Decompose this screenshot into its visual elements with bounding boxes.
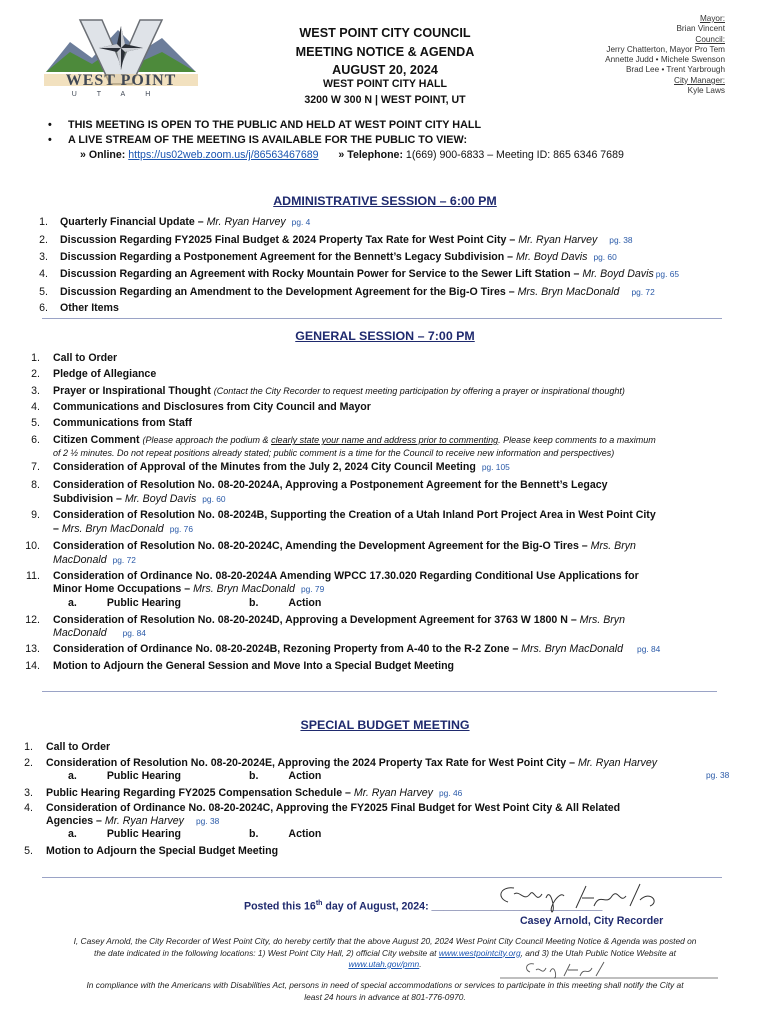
item-text: Consideration of Resolution No. 08-20-2024C, Amending the Development Agreement for the Big-O Tires – bbox=[53, 540, 591, 552]
list-item-continued bbox=[53, 554, 136, 568]
page-ref[interactable]: pg. 65 bbox=[655, 269, 680, 279]
item-text: Minor Home Occupations – bbox=[53, 583, 194, 595]
item-number: 13. bbox=[25, 643, 40, 655]
presenter: Mr. Ryan Harvey bbox=[104, 815, 184, 827]
general-session-heading bbox=[0, 329, 770, 343]
presenter: Mr. Boyd Davis bbox=[582, 268, 654, 280]
item-number: 8. bbox=[31, 479, 40, 491]
item-number: 1. bbox=[39, 216, 48, 228]
cert-text: the date indicated in the following locations: 1) West Point City Hall, 2) official City website at bbox=[94, 947, 439, 958]
sub-item-b bbox=[249, 828, 321, 840]
sub-letter: b. bbox=[249, 828, 259, 840]
item-text: Motion to Adjourn the Special Budget Meeting bbox=[46, 845, 279, 857]
page-ref[interactable]: pg. 79 bbox=[300, 584, 325, 594]
page-ref[interactable]: pg. 76 bbox=[169, 524, 193, 534]
item-number: 2. bbox=[24, 757, 33, 769]
presenter: Mr. Boyd Davis bbox=[516, 251, 588, 263]
list-item-continued bbox=[53, 523, 193, 537]
item-text: Consideration of Approval of the Minutes from the July 2, 2024 City Council Meeting bbox=[53, 461, 476, 473]
section-divider bbox=[42, 318, 722, 319]
presenter: Mr. Ryan Harvey bbox=[206, 216, 286, 228]
item-text: Public Hearing Regarding FY2025 Compensation Schedule – bbox=[46, 787, 354, 799]
recorder-name: Casey Arnold, City Recorder bbox=[520, 915, 664, 927]
sub-item-a bbox=[68, 597, 181, 609]
presenter: Mrs. Bryn MacDonald bbox=[517, 286, 620, 298]
item-text: Citizen Comment bbox=[53, 434, 143, 446]
presenter: Mrs. Bryn MacDonald bbox=[521, 643, 624, 655]
item-body bbox=[60, 286, 655, 300]
presenter: Mr. Ryan Harvey bbox=[518, 234, 598, 246]
item-number: 5. bbox=[31, 417, 40, 429]
item-text: Call to Order bbox=[53, 352, 118, 364]
item-text: Discussion Regarding a Postponement Agreement for the Bennett’s Legacy Subdivision – bbox=[60, 251, 517, 263]
sub-letter: b. bbox=[249, 597, 259, 609]
sub-item-a bbox=[68, 828, 181, 840]
item-text: Consideration of Resolution No. 08-20-2024E, Approving the 2024 Property Tax Rate for West Point City – bbox=[46, 757, 578, 769]
item-text: Prayer or Inspirational Thought bbox=[53, 385, 214, 397]
item-text: Consideration of Ordinance No. 08-20-2024B, Rezoning Property from A-40 to the R-2 Zone – bbox=[53, 643, 522, 655]
item-number: 7. bbox=[31, 461, 40, 473]
sub-item-a bbox=[68, 770, 181, 782]
list-item-continued bbox=[53, 583, 324, 597]
sub-item-b bbox=[249, 770, 321, 782]
item-number: 3. bbox=[31, 385, 40, 397]
page-ref[interactable]: pg. 60 bbox=[593, 252, 617, 262]
item-body bbox=[60, 234, 633, 248]
manager-name: Kyle Laws bbox=[687, 86, 725, 96]
item-text: Discussion Regarding an Amendment to the Development Agreement for the Big-O Tires – bbox=[60, 286, 518, 298]
page-ref[interactable]: pg. 38 bbox=[195, 816, 220, 826]
item-number: 3. bbox=[39, 251, 48, 263]
admin-session-heading bbox=[0, 194, 770, 208]
sub-text: Public Hearing bbox=[106, 770, 182, 782]
cert-text: . bbox=[419, 959, 422, 969]
certification-signature bbox=[500, 958, 720, 980]
item-text: Consideration of Resolution No. 08-20-2024D, Approving a Development Agreement for 3763 W 1800 N – bbox=[53, 614, 580, 626]
posted-ordinal: th bbox=[315, 900, 323, 907]
item-note: (Please approach the podium & bbox=[142, 435, 272, 445]
item-number: 6. bbox=[31, 434, 40, 446]
sub-text: Action bbox=[288, 597, 322, 609]
item-number: 9. bbox=[31, 509, 40, 521]
sub-text: Public Hearing bbox=[106, 597, 182, 609]
section-divider bbox=[42, 691, 717, 692]
item-text: Call to Order bbox=[46, 741, 111, 753]
posted-text: day of August, 2024: bbox=[322, 900, 432, 913]
city-website-link[interactable]: www.westpointcity.org bbox=[438, 947, 521, 958]
stream-access-line bbox=[80, 149, 624, 161]
notice-text: THIS MEETING IS OPEN TO THE PUBLIC AND HELD AT WEST POINT CITY HALL bbox=[68, 119, 482, 131]
title-line-1: WEST POINT CITY COUNCIL bbox=[299, 26, 471, 40]
signature-blank: _____________________________ bbox=[431, 900, 603, 913]
item-text: Consideration of Ordinance No. 08-20-2024A Amending WPCC 17.30.020 Regarding Conditional Use Applications for bbox=[53, 570, 639, 582]
item-note-continued bbox=[53, 447, 614, 461]
item-number: 11. bbox=[26, 570, 40, 582]
sub-text: Action bbox=[288, 828, 322, 840]
item-text: Consideration of Resolution No. 08-2024B, Supporting the Creation of a Utah Inland Port Project Area in West Point City bbox=[53, 509, 656, 521]
logo-wordmark: WEST POINT bbox=[65, 72, 177, 89]
sub-text: Action bbox=[288, 770, 322, 782]
presenter: Mr. Ryan Harvey bbox=[577, 757, 658, 769]
council-roster bbox=[550, 14, 725, 96]
item-number: 1. bbox=[31, 352, 40, 364]
item-number: 5. bbox=[39, 286, 48, 298]
item-note: (Contact the City Recorder to request meeting participation by offering a prayer or inspirational thought) bbox=[213, 386, 625, 396]
item-text: Communications and Disclosures from City Council and Mayor bbox=[53, 401, 371, 413]
item-number: 2. bbox=[39, 234, 48, 246]
list-item-continued bbox=[53, 627, 146, 641]
item-text: Quarterly Financial Update – bbox=[60, 216, 207, 228]
sub-letter: a. bbox=[68, 770, 77, 782]
notice-open-public: • THIS MEETING IS OPEN TO THE PUBLIC AND HELD AT WEST POINT CITY HALL bbox=[48, 119, 482, 131]
meeting-location bbox=[260, 77, 510, 108]
heading-text: GENERAL SESSION – 7:00 PM bbox=[295, 329, 475, 343]
list-item-continued bbox=[53, 493, 226, 507]
item-body bbox=[60, 268, 679, 282]
page-ref[interactable]: pg. 60 bbox=[202, 494, 226, 504]
council-members-1: Jerry Chatterton, Mayor Pro Tem bbox=[606, 44, 725, 54]
location-line-1: WEST POINT CITY HALL bbox=[323, 78, 447, 90]
ada-notice bbox=[20, 980, 750, 1003]
item-number: 1. bbox=[24, 741, 33, 753]
notice-text: A LIVE STREAM OF THE MEETING IS AVAILABLE FOR THE PUBLIC TO VIEW: bbox=[68, 134, 468, 146]
notice-live-stream: • A LIVE STREAM OF THE MEETING IS AVAILABLE FOR THE PUBLIC TO VIEW: bbox=[48, 134, 468, 146]
council-label: Council: bbox=[695, 34, 725, 44]
presenter: Mrs. Bryn MacDonald bbox=[193, 583, 295, 595]
council-members-2: Annette Judd • Michele Swenson bbox=[605, 55, 725, 65]
item-number: 2. bbox=[31, 368, 40, 380]
item-text: – bbox=[53, 523, 62, 535]
sub-letter: a. bbox=[68, 828, 77, 840]
online-label: » Online: bbox=[80, 149, 129, 161]
presenter: MacDonald bbox=[53, 627, 107, 639]
item-number: 4. bbox=[31, 401, 40, 413]
page-ref[interactable]: pg. 84 bbox=[122, 628, 146, 638]
cert-text: , and 3) the Utah Public Notice Website at bbox=[520, 947, 676, 958]
page-ref[interactable]: pg. 4 bbox=[291, 217, 311, 227]
item-text: Pledge of Allegiance bbox=[53, 368, 157, 380]
section-divider bbox=[42, 877, 722, 878]
item-number: 3. bbox=[24, 787, 33, 799]
title-line-2: MEETING NOTICE & AGENDA bbox=[295, 44, 475, 59]
page-ref[interactable]: pg. 46 bbox=[438, 788, 463, 798]
item-text: Subdivision – bbox=[53, 493, 125, 505]
page-ref[interactable]: pg. 38 bbox=[609, 235, 633, 245]
city-logo bbox=[40, 12, 202, 98]
item-text: Consideration of Resolution No. 08-20-2024A, Approving a Postponement Agreement for the Bennett’s Legacy bbox=[53, 479, 608, 491]
phone-number: 1(669) 900-6833 bbox=[405, 149, 485, 161]
heading-text: SPECIAL BUDGET MEETING bbox=[300, 718, 470, 732]
item-note: . Please keep comments to a maximum bbox=[498, 435, 656, 445]
item-text: Discussion Regarding FY2025 Final Budget & 2024 Property Tax Rate for West Point City – bbox=[60, 234, 519, 246]
item-number: 6. bbox=[39, 302, 48, 314]
presenter: MacDonald bbox=[53, 554, 107, 566]
item-note: of 2 ½ minutes. Do not repeat positions already stated; public comment is a time for the Council to receive new information and perspectives) bbox=[53, 448, 615, 458]
item-number: 14. bbox=[25, 660, 40, 672]
zoom-link[interactable]: https://us02web.zoom.us/j/86563467689 bbox=[128, 149, 319, 161]
item-text: Communications from Staff bbox=[53, 417, 192, 429]
item-number: 4. bbox=[39, 268, 48, 280]
ada-line-2: least 24 hours in advance at 801-776-0970. bbox=[304, 991, 466, 1002]
public-notice-link[interactable]: www.utah.gov/pmn bbox=[348, 959, 420, 969]
item-text: Motion to Adjourn the General Session and Move Into a Special Budget Meeting bbox=[53, 660, 455, 672]
item-text: Agencies – bbox=[46, 815, 105, 827]
sub-letter: b. bbox=[249, 770, 259, 782]
item-body bbox=[60, 302, 119, 316]
item-number: 12. bbox=[25, 614, 40, 626]
mayor-label: Mayor: bbox=[699, 14, 725, 23]
cert-line-1: I, Casey Arnold, the City Recorder of West Point City, do hereby certify that the above August 20, 2024 West Point City Council Meeting Notice & Agenda was posted on bbox=[73, 936, 697, 946]
item-number: 10. bbox=[25, 540, 40, 552]
presenter: Mr. Boyd Davis bbox=[124, 493, 197, 505]
item-number: 5. bbox=[24, 845, 33, 857]
presenter: Mrs. Bryn bbox=[590, 540, 636, 552]
page-ref[interactable]: pg. 105 bbox=[481, 462, 510, 472]
ada-line-1: In compliance with the Americans with Disabilities Act, persons in need of special accommodations or services to participate in this meeting shall notify the City at bbox=[86, 980, 684, 990]
item-body bbox=[60, 251, 617, 265]
sub-item-b bbox=[249, 597, 321, 609]
item-text: Consideration of Ordinance No. 08-20-2024C, Approving the FY2025 Final Budget for West Point City & All Related bbox=[46, 802, 621, 814]
phone-label: » Telephone: bbox=[338, 149, 406, 161]
page-ref[interactable]: pg. 38 bbox=[706, 770, 730, 780]
item-text: Other Items bbox=[60, 302, 119, 314]
item-number: 4. bbox=[24, 802, 33, 814]
presenter: Mrs. Bryn bbox=[579, 614, 625, 626]
list-item-continued bbox=[46, 815, 219, 829]
manager-label: City Manager: bbox=[674, 75, 725, 85]
item-body bbox=[60, 216, 310, 230]
item-text: Discussion Regarding an Agreement with Rocky Mountain Power for Service to the Sewer Lift Station – bbox=[60, 268, 583, 280]
presenter: Mrs. Bryn MacDonald bbox=[61, 523, 164, 535]
sub-letter: a. bbox=[68, 597, 77, 609]
item-note-emphasis: clearly state your name and address prior to commenting bbox=[271, 435, 499, 445]
page-ref[interactable]: pg. 72 bbox=[631, 287, 655, 297]
page-ref[interactable]: pg. 72 bbox=[112, 555, 136, 565]
logo-state: UTAH bbox=[71, 91, 171, 98]
special-budget-heading bbox=[0, 718, 770, 732]
meeting-id: – Meeting ID: 865 6346 7689 bbox=[487, 149, 624, 161]
page-ref[interactable]: pg. 84 bbox=[637, 644, 661, 654]
title-line-3: AUGUST 20, 2024 bbox=[332, 63, 438, 77]
agenda-title bbox=[260, 24, 510, 80]
presenter: Mr. Ryan Harvey bbox=[353, 787, 433, 799]
mayor-name: Brian Vincent bbox=[676, 24, 725, 34]
sub-text: Public Hearing bbox=[106, 828, 182, 840]
posted-text: Posted this 16 bbox=[244, 900, 316, 913]
council-members-3: Brad Lee • Trent Yarbrough bbox=[625, 65, 725, 75]
location-line-2: 3200 W 300 N | WEST POINT, UT bbox=[304, 93, 466, 106]
recorder-signature bbox=[490, 880, 680, 916]
heading-text: ADMINISTRATIVE SESSION – 6:00 PM bbox=[273, 194, 497, 208]
